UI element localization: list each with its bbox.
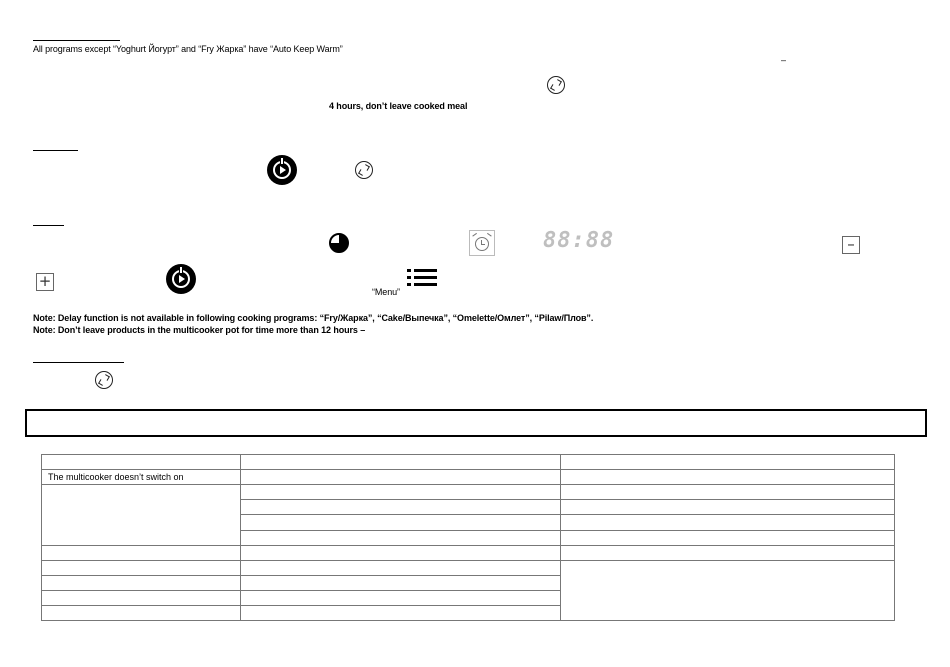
section-rule-1 — [33, 40, 120, 41]
power-start-icon — [267, 155, 297, 185]
section-rule-3 — [33, 225, 64, 226]
plus-button[interactable]: + — [36, 273, 54, 291]
stray-dash: – — [781, 55, 786, 65]
table-row — [42, 546, 895, 561]
pie-timer-icon — [329, 233, 349, 253]
cycle-arrows-icon — [95, 371, 113, 389]
menu-list-icon[interactable] — [407, 269, 437, 287]
minus-button[interactable]: – — [842, 236, 860, 254]
auto-warm-note: All programs except “Yoghurt Йогурт” and “Fry Жарка” have “Auto Keep Warm” — [33, 44, 343, 54]
cycle-arrows-icon — [547, 76, 565, 94]
table-row — [42, 455, 895, 470]
cycle-arrows-icon — [355, 161, 373, 179]
display-time: 88:88 — [543, 228, 615, 253]
table-row — [42, 485, 895, 500]
note-delay: Note: Delay function is not available in following cooking programs: “Fry/Жарка”, “Cake/Выпечка”, “Omelette/Омлет”, “Pilaw/Плов”. — [33, 313, 594, 323]
table-cell: The multicooker doesn’t switch on — [42, 470, 241, 485]
section-banner — [25, 409, 927, 437]
table-row — [42, 470, 895, 485]
alarm-clock-icon — [469, 230, 495, 256]
section-rule-2 — [33, 150, 78, 151]
menu-label: “Menu” — [372, 287, 400, 297]
section-rule-4 — [33, 362, 124, 363]
keep-warm-warning: 4 hours, don’t leave cooked meal — [329, 101, 468, 111]
power-start-icon — [166, 264, 196, 294]
table-row — [42, 561, 895, 576]
troubleshooting-table — [41, 454, 895, 621]
note-pot: Note: Don’t leave products in the multicooker pot for time more than 12 hours – — [33, 325, 366, 335]
